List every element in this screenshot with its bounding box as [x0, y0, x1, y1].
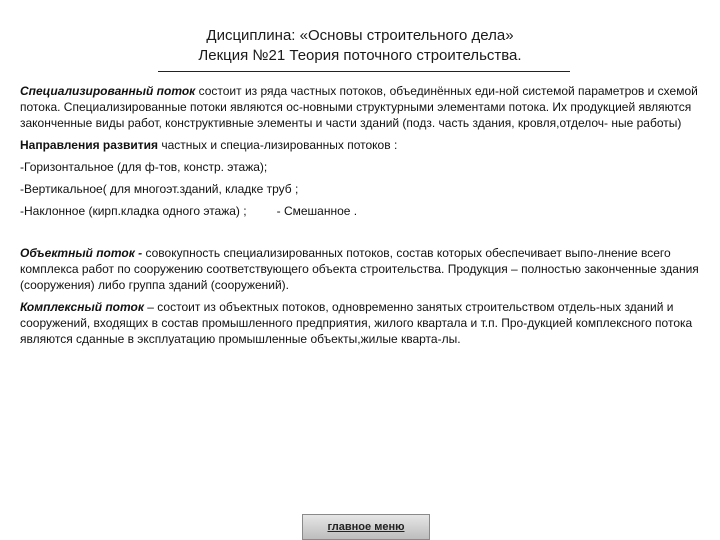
lecture-header — [0, 26, 720, 66]
direction-mixed: - Смешанное . — [276, 204, 358, 218]
direction-horizontal: -Горизонтальное (для ф-тов, констр. этажа); — [20, 160, 268, 174]
object-flow-text: совокупность специализированных потоков, состав которых обеспечивает выпо-лнение всего комплекса работ по сооружению соответствующего объекта строительства. Продукция – полностью законченные здания (сооружения) либо группа зданий (сооружений). — [20, 246, 699, 292]
header-divider — [158, 71, 570, 72]
lecture-body — [20, 83, 708, 353]
complex-flow-term: Комплексный поток — [20, 300, 144, 314]
object-flow-term: Объектный поток - — [20, 246, 143, 260]
specialized-flow-text: состоит из ряда частных потоков, объединённых еди-ной системой параметров и схемой потока. Специализированные потоки являются ос-новными структурными элементами потока. Их продукцией являются законченные виды работ, конструктивные элементы и части зданий (подз. часть здания, кровля,отделоч- ные работы) — [20, 84, 698, 130]
direction-vertical: -Вертикальное( для многоэт.зданий, кладке труб ; — [20, 182, 299, 196]
spacer — [20, 225, 708, 245]
development-directions-term: Направления развития — [20, 138, 159, 152]
object-flow-paragraph — [20, 245, 708, 293]
main-menu-button[interactable]: главное меню — [302, 514, 430, 540]
direction-inclined: -Наклонное (кирп.кладка одного этажа) ; — [20, 204, 247, 218]
specialized-flow-paragraph — [20, 83, 708, 131]
development-directions-paragraph — [20, 137, 708, 153]
development-directions-text: частных и специа-лизированных потоков : — [158, 138, 398, 152]
complex-flow-text: – состоит из объектных потоков, одновременно занятых строительством отдель-ных зданий и сооружений, входящих в состав промышленного предприятия, жилого квартала и т.п. Про-дукцией комплексного потока являются сданные в эксплуатацию промышленные объекты,жилые кварта-лы. — [20, 300, 693, 346]
specialized-flow-term: Специализированный поток — [20, 84, 196, 98]
discipline-title: Дисциплина: «Основы строительного дела» — [206, 27, 514, 44]
direction-inclined-mixed — [20, 203, 708, 219]
lecture-title: Лекция №21 Теория поточного строительства. — [198, 47, 522, 64]
complex-flow-paragraph — [20, 299, 708, 347]
